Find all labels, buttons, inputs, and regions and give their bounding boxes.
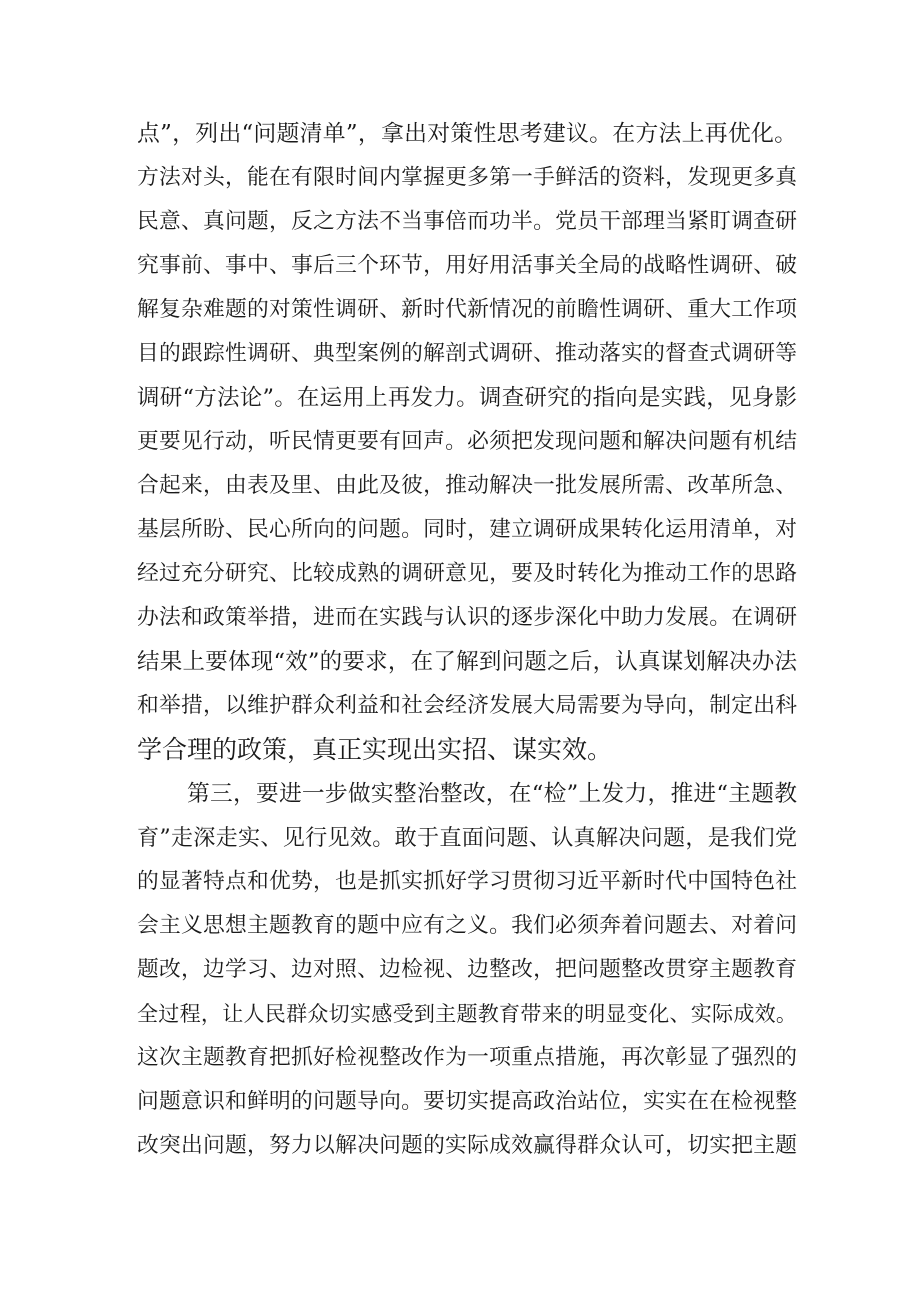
- text-line: 点”，列出“问题清单”，拿出对策性思考建议。在方法上再优化。: [137, 121, 797, 147]
- text-line: 问题意识和鲜明的问题导向。要切实提高政治站位，实实在在检视整: [137, 1089, 797, 1114]
- text-line: 方法对头，能在有限时间内掌握更多第一手鲜活的资料，发现更多真: [137, 165, 797, 190]
- text-line: 办法和政策举措，进而在实践与认识的逐步深化中助力发展。在调研: [137, 605, 797, 630]
- text-line: 解复杂难题的对策性调研、新时代新情况的前瞻性调研、重大工作项: [137, 297, 797, 322]
- body-text: [137, 112, 797, 1168]
- text-line: 全过程，让人民群众切实感受到主题教育带来的明显变化、实际成效。: [137, 1001, 797, 1026]
- text-line: 调研“方法论”。在运用上再发力。调查研究的指向是实践，见身影: [137, 385, 797, 411]
- text-line: 更要见行动，听民情更要有回声。必须把发现问题和解决问题有机结: [137, 429, 797, 454]
- text-line: 题改，边学习、边对照、边检视、边整改，把问题整改贯穿主题教育: [137, 957, 797, 982]
- text-line: 育”走深走实、见行见效。敢于直面问题、认真解决问题，是我们党: [137, 825, 797, 851]
- paragraph-end-line: 学合理的政策，真正实现出实招、谋实效。: [137, 735, 613, 764]
- text-line: 民意、真问题，反之方法不当事倍而功半。党员干部理当紧盯调查研: [137, 209, 797, 234]
- text-line: 改突出问题，努力以解决问题的实际成效赢得群众认可，切实把主题: [137, 1133, 797, 1158]
- text-line: 经过充分研究、比较成熟的调研意见，要及时转化为推动工作的思路: [137, 561, 797, 586]
- text-line: 和举措，以维护群众利益和社会经济发展大局需要为导向，制定出科: [137, 693, 797, 718]
- text-line: 的显著特点和优势，也是抓实抓好学习贯彻习近平新时代中国特色社: [137, 869, 797, 894]
- text-line: 这次主题教育把抓好检视整改作为一项重点措施，再次彰显了强烈的: [137, 1045, 797, 1070]
- text-line: 合起来，由表及里、由此及彼，推动解决一批发展所需、改革所急、: [137, 473, 797, 498]
- text-line: 会主义思想主题教育的题中应有之义。我们必须奔着问题去、对着问: [137, 913, 797, 938]
- paragraph-start-line: 第三，要进一步做实整治整改，在“检”上发力，推进“主题教: [187, 781, 797, 807]
- text-line: 基层所盼、民心所向的问题。同时，建立调研成果转化运用清单，对: [137, 517, 797, 542]
- text-line: 目的跟踪性调研、典型案例的解剖式调研、推动落实的督查式调研等: [137, 341, 797, 366]
- text-line: 究事前、事中、事后三个环节，用好用活事关全局的战略性调研、破: [137, 253, 797, 278]
- text-line: 结果上要体现“效”的要求，在了解到问题之后，认真谋划解决办法: [137, 649, 797, 675]
